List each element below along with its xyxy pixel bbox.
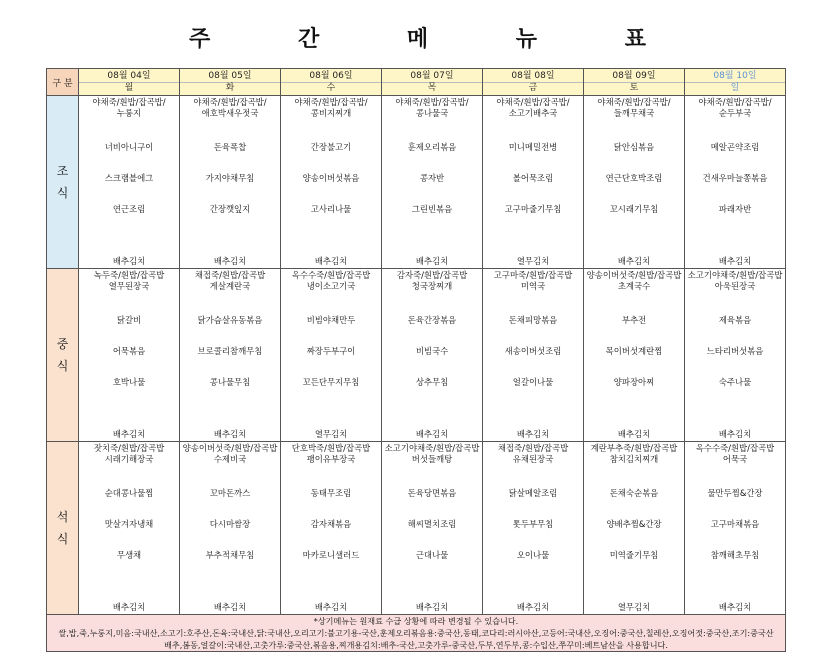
menu-item: 배추김치 (718, 602, 752, 612)
menu-cell (483, 96, 584, 269)
menu-item: 배추김치 (415, 256, 449, 266)
menu-item: 참깨해초무침 (710, 550, 760, 560)
menu-item: 옥수수죽/흰밥/잡곡밥 (695, 443, 775, 453)
menu-item: 초계국수 (617, 281, 651, 291)
menu-cell (685, 269, 786, 442)
menu-item: 미역국 (520, 281, 546, 291)
menu-item: 야채죽/흰밥/잡곡밥/ (92, 97, 166, 107)
day-weekday: 수 (281, 82, 381, 94)
menu-cell (79, 96, 180, 269)
menu-item: 짜장두부구이 (306, 346, 356, 356)
menu-item: 돈채숙순볶음 (609, 488, 659, 498)
day-header (79, 69, 180, 96)
menu-item: 파래자반 (718, 204, 752, 214)
menu-item: 마카로니샐러드 (302, 550, 360, 560)
header-row (47, 69, 786, 96)
menu-item: 미니메밀전병 (508, 142, 558, 152)
menu-item: 부추전 (621, 315, 647, 325)
breakfast-label (47, 96, 79, 269)
menu-item: 닭가슴살유동볶음 (197, 315, 263, 325)
notes-section (47, 615, 786, 652)
menu-item: 아욱된장국 (714, 281, 756, 291)
menu-cell (382, 96, 483, 269)
menu-item: 물만두찜&간장 (707, 488, 763, 498)
menu-item: 게살계란국 (209, 281, 251, 291)
menu-item: 야채죽/흰밥/잡곡밥/ (496, 97, 570, 107)
dinner-label (47, 442, 79, 615)
day-header (685, 69, 786, 96)
menu-item: 그린빈볶음 (411, 204, 453, 214)
menu-item: 배추김치 (314, 602, 348, 612)
meal-label-char: 중 (56, 337, 69, 351)
day-date: 08월 04일 (107, 71, 151, 81)
menu-item: 꼬시래기무침 (609, 204, 659, 214)
menu-item: 배추김치 (617, 429, 651, 439)
menu-item: 다시마쌈장 (209, 519, 251, 529)
menu-item: 꼬든단무지무침 (302, 377, 360, 387)
menu-cell (180, 269, 281, 442)
menu-cell (584, 442, 685, 615)
menu-item: 열무김치 (617, 602, 651, 612)
menu-item: 브로콜리참깨무침 (197, 346, 263, 356)
menu-item: 야채죽/흰밥/잡곡밥/ (597, 97, 671, 107)
weekly-menu-table (46, 68, 786, 652)
menu-item: 볼어묵조림 (512, 173, 554, 183)
menu-item: 닭갈비 (116, 315, 142, 325)
day-date: 08월 05일 (208, 71, 252, 81)
menu-item: 청국장찌개 (411, 281, 453, 291)
menu-item: 어묵볶음 (112, 346, 146, 356)
menu-cell (180, 96, 281, 269)
menu-item: 스크램블에그 (104, 173, 154, 183)
menu-item: 느타리버섯볶음 (706, 346, 764, 356)
menu-item: 애호박새우젓국 (201, 108, 259, 118)
menu-cell (281, 442, 382, 615)
menu-item: 양파장아찌 (613, 377, 655, 387)
menu-item: 목이버섯계란찜 (605, 346, 663, 356)
menu-item: 콩자반 (419, 173, 445, 183)
menu-item: 채접죽/흰밥/잡곡밥 (194, 270, 266, 280)
menu-item: 순대콩나물찜 (104, 488, 154, 498)
menu-item: 야채죽/흰밥/잡곡밥/ (294, 97, 368, 107)
menu-item: 배추김치 (112, 256, 146, 266)
day-header (180, 69, 281, 96)
menu-item: 양송이버섯볶음 (302, 173, 360, 183)
day-weekday: 월 (79, 82, 179, 94)
day-weekday: 금 (483, 82, 583, 94)
menu-item: 녹두죽/흰밥/잡곡밥 (93, 270, 165, 280)
menu-item: 단호박죽/흰밥/잡곡밥 (291, 443, 371, 453)
dinner-row (47, 442, 786, 615)
meal-label-char: 석 (56, 510, 69, 524)
menu-item: 미역줄기무침 (609, 550, 659, 560)
menu-cell (685, 96, 786, 269)
menu-item: 돈육당면볶음 (407, 488, 457, 498)
menu-cell (180, 442, 281, 615)
menu-item: 배추김치 (718, 256, 752, 266)
menu-item: 얼갈이나물 (512, 377, 554, 387)
menu-item: 양송이버섯죽/흰밥/잡곡밥 (586, 270, 682, 280)
menu-item: 가지야채무침 (205, 173, 255, 183)
breakfast-row (47, 96, 786, 269)
menu-item: 계란부추죽/흰밥/잡곡밥 (590, 443, 678, 453)
menu-item: 고구마줄기무침 (504, 204, 562, 214)
day-header (382, 69, 483, 96)
lunch-row (47, 269, 786, 442)
menu-item: 순두부국 (718, 108, 752, 118)
menu-item: 야채죽/흰밥/잡곡밥/ (395, 97, 469, 107)
corner-label: 구 분 (47, 69, 79, 96)
menu-item: 누룽지 (116, 108, 142, 118)
menu-item: 배추김치 (213, 429, 247, 439)
menu-item: 양배추찜&간장 (606, 519, 662, 529)
menu-item: 연근단호박조림 (605, 173, 663, 183)
menu-item: 해씨멸치조림 (407, 519, 457, 529)
day-weekday: 화 (180, 82, 280, 94)
menu-item: 열무된장국 (108, 281, 150, 291)
menu-item: 배추김치 (112, 602, 146, 612)
menu-item: 닭살메알조림 (508, 488, 558, 498)
menu-item: 너비아니구이 (104, 142, 154, 152)
notes-line: 쌀,밥,죽,누룽지,미음:국내산,소고기:호주산,돈육:국내산,닭:국내산,오리고기:불고기용-국산,훈제오리볶음용:중국산,동태,코다리:러시아산,고등어:국내산,오징어:중국산,칠레산,오징어젓:중국산,조기:중국산 (58, 628, 774, 638)
menu-item: 닭안심볶음 (613, 142, 655, 152)
menu-item: 팽이유부장국 (306, 454, 356, 464)
menu-item: 열무김치 (516, 256, 550, 266)
day-date: 08월 06일 (309, 71, 353, 81)
menu-item: 간장불고기 (310, 142, 352, 152)
menu-item: 콩나물국 (415, 108, 449, 118)
menu-item: 열무김치 (314, 429, 348, 439)
menu-cell (79, 442, 180, 615)
menu-item: 돈채피망볶음 (508, 315, 558, 325)
menu-item: 배추김치 (213, 256, 247, 266)
menu-item: 콩나물무침 (209, 377, 251, 387)
menu-item: 고사리나물 (310, 204, 352, 214)
menu-item: 돈육폭찹 (213, 142, 247, 152)
menu-item: 소고기배추국 (508, 108, 558, 118)
menu-item: 버섯들깨탕 (411, 454, 453, 464)
menu-cell (483, 269, 584, 442)
day-header (483, 69, 584, 96)
menu-item: 어묵국 (722, 454, 748, 464)
menu-item: 비빔야채만두 (306, 315, 356, 325)
menu-item: 배추김치 (213, 602, 247, 612)
menu-cell (685, 442, 786, 615)
menu-item: 돈육간장볶음 (407, 315, 457, 325)
notes-line: 배추,봄동,얼갈이:국내산,고춧가루:중국산,볶음용,찌개용김치:배추-국산,고춧가루-중국산,두부,연두부,콩:수입산,쭈꾸미:베트남산을 사용합니다. (164, 640, 668, 650)
menu-cell (281, 269, 382, 442)
day-date: 08월 10일 (713, 71, 757, 81)
menu-item: 배추김치 (112, 429, 146, 439)
meal-label-char: 식 (56, 359, 69, 373)
menu-item: 호박나물 (112, 377, 146, 387)
menu-item: 훈제오리볶음 (407, 142, 457, 152)
menu-item: 야채죽/흰밥/잡곡밥/ (193, 97, 267, 107)
menu-cell (584, 96, 685, 269)
menu-cell (584, 269, 685, 442)
menu-item: 숙주나물 (718, 377, 752, 387)
menu-item: 잣치죽/흰밥/잡곡밥 (93, 443, 165, 453)
menu-item: 콩비지찌개 (310, 108, 352, 118)
menu-item: 감자죽/흰밥/잡곡밥 (396, 270, 468, 280)
menu-cell (483, 442, 584, 615)
day-weekday: 일 (685, 82, 785, 94)
menu-item: 비빔국수 (415, 346, 449, 356)
page-title: 주 간 메 뉴 표 (189, 27, 686, 52)
menu-item: 수제비국 (213, 454, 247, 464)
menu-item: 동태무조림 (310, 488, 352, 498)
menu-item: 메알곤약조림 (710, 142, 760, 152)
day-weekday: 토 (584, 82, 684, 94)
menu-item: 소고기야채죽/흰밥/잡곡밥 (687, 270, 783, 280)
lunch-label (47, 269, 79, 442)
menu-item: 꼬마돈까스 (209, 488, 251, 498)
menu-cell (281, 96, 382, 269)
meal-label-char: 식 (56, 186, 69, 200)
day-weekday: 목 (382, 82, 482, 94)
menu-item: 톳두부무침 (512, 519, 554, 529)
day-date: 08월 08일 (511, 71, 555, 81)
menu-item: 양송이버섯죽/흰밥/잡곡밥 (182, 443, 278, 453)
menu-item: 냉이소고기국 (306, 281, 356, 291)
menu-cell (79, 269, 180, 442)
menu-item: 부추적채무침 (205, 550, 255, 560)
day-date: 08월 07일 (410, 71, 454, 81)
menu-item: 배추김치 (617, 256, 651, 266)
menu-item: 오이나물 (516, 550, 550, 560)
menu-item: 고구마채볶음 (710, 519, 760, 529)
menu-item: 채접죽/흰밥/잡곡밥 (497, 443, 569, 453)
menu-item: 간장깻잎지 (209, 204, 251, 214)
menu-item: 들깨무채국 (613, 108, 655, 118)
menu-item: 시래기해장국 (104, 454, 154, 464)
menu-item: 상추무침 (415, 377, 449, 387)
day-date: 08월 09일 (612, 71, 656, 81)
menu-item: 배추김치 (415, 602, 449, 612)
menu-item: 참치김치찌개 (609, 454, 659, 464)
menu-item: 유채된장국 (512, 454, 554, 464)
menu-item: 배추김치 (314, 256, 348, 266)
menu-item: 연근조림 (112, 204, 146, 214)
menu-item: 새송이버섯조림 (504, 346, 562, 356)
menu-item: 건새우마늘쫑볶음 (702, 173, 768, 183)
menu-cell (382, 269, 483, 442)
menu-item: 근대나물 (415, 550, 449, 560)
meal-label-char: 식 (56, 532, 69, 546)
menu-item: 무생채 (116, 550, 142, 560)
menu-item: 옥수수죽/흰밥/잡곡밥 (291, 270, 371, 280)
menu-item: 배추김치 (516, 602, 550, 612)
menu-item: 소고기야채죽/흰밥/잡곡밥 (384, 443, 480, 453)
menu-item: 배추김치 (718, 429, 752, 439)
menu-item: 제육볶음 (718, 315, 752, 325)
menu-item: 배추김치 (516, 429, 550, 439)
notes-line: *상기메뉴는 원재료 수급 상황에 따라 변경될 수 있습니다. (313, 616, 519, 626)
meal-label-char: 조 (56, 164, 69, 178)
day-header (281, 69, 382, 96)
menu-item: 야채죽/흰밥/잡곡밥/ (698, 97, 772, 107)
menu-item: 맛살겨자냉채 (104, 519, 154, 529)
menu-cell (382, 442, 483, 615)
menu-item: 고구마죽/흰밥/잡곡밥 (493, 270, 573, 280)
menu-item: 배추김치 (415, 429, 449, 439)
day-header (584, 69, 685, 96)
menu-item: 감자채볶음 (310, 519, 352, 529)
